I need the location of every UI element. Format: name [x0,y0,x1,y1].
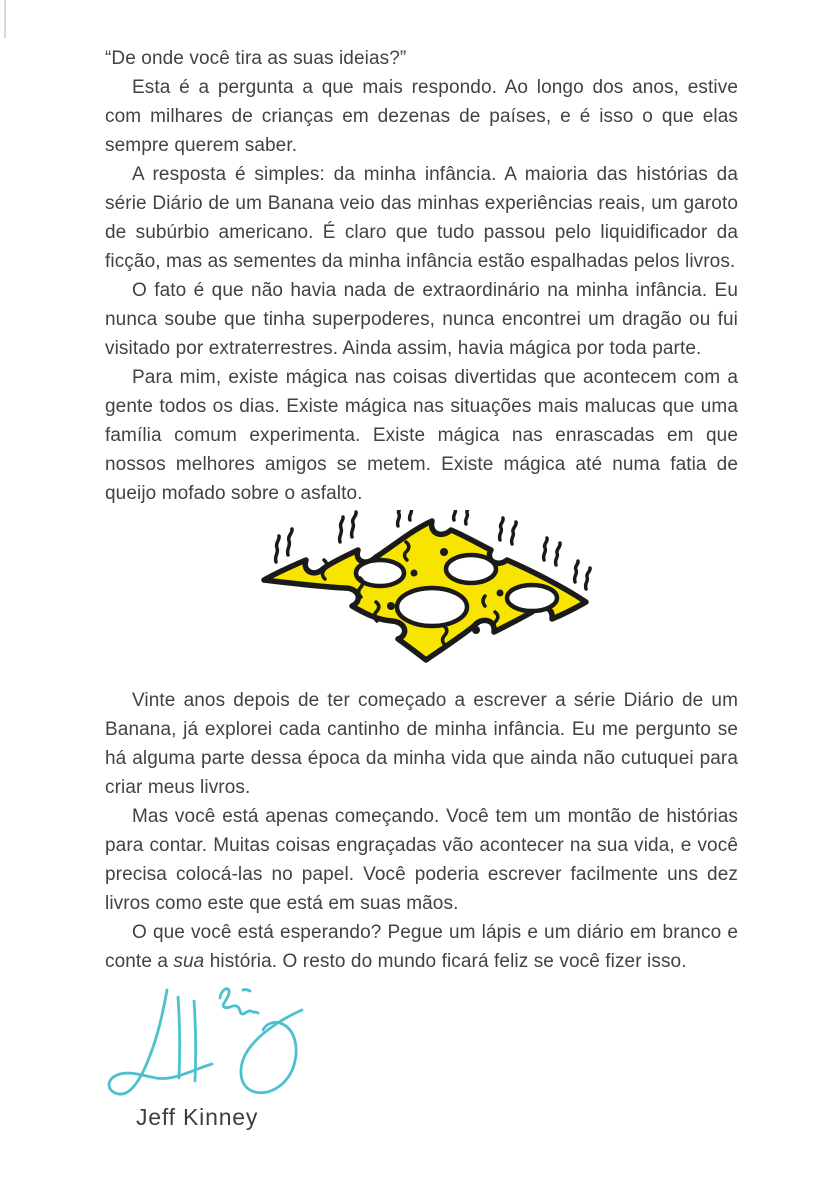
paragraph: Para mim, existe mágica nas coisas divertidas que acontecem com a gente todos os dias. Existe mágica nas situações mais malucas que uma família comum experimenta. Existe mágica nas enrascadas em que nossos melhores amigos se metem. Existe mágica até numa fatia de queijo mofado sobre o asfalto. [105,367,738,504]
closing-text-after: história. O resto do mundo ficará feliz se você fizer isso. [204,951,687,972]
paragraph: A resposta é simples: da minha infância. A maioria das histórias da série Diário de um Banana veio das minhas experiências reais, um garoto de subúrbio americano. É claro que tudo passou pelo liquidificador da ficção, mas as sementes da minha infância estão espalhadas pelos livros. [105,164,738,272]
cheese-svg [248,510,598,665]
text-block-upper [105,44,738,508]
closing-text-before: O que você está esperando? Pegue um lápis e um diário em branco e conte a [105,922,738,972]
paragraph: O fato é que não havia nada de extraordinário na minha infância. Eu nunca soube que tinha superpoderes, nunca encontrei um dragão ou fui visitado por extraterrestres. Ainda assim, havia mágica por toda parte. [105,280,738,359]
moldy-cheese-illustration [248,510,598,665]
paragraph-closing [105,918,738,976]
paragraph: Esta é a pergunta a que mais respondo. Ao longo dos anos, estive com milhares de crianças em dezenas de países, e é isso o que elas sempre querem saber. [105,77,738,156]
text-block-lower [105,686,738,976]
paragraph-question-quote: “De onde você tira as suas ideias?” [105,48,407,69]
signature-strokes [109,989,302,1094]
paragraph: Mas você está apenas começando. Você tem um montão de histórias para contar. Muitas coisas engraçadas vão acontecer na sua vida, e você precisa colocá-las no papel. Você poderia escrever facilmente uns dez livros como este que está em suas mãos. [105,806,738,914]
paragraph: Vinte anos depois de ter começado a escrever a série Diário de um Banana, já explorei cada cantinho de minha infância. Eu me pergunto se há alguma parte dessa época da minha vida que ainda não cutuquei para criar meus livros. [105,690,738,798]
scan-edge-artifact [4,0,6,38]
author-name: Jeff Kinney [136,1104,259,1130]
closing-text-italic: sua [173,951,205,972]
